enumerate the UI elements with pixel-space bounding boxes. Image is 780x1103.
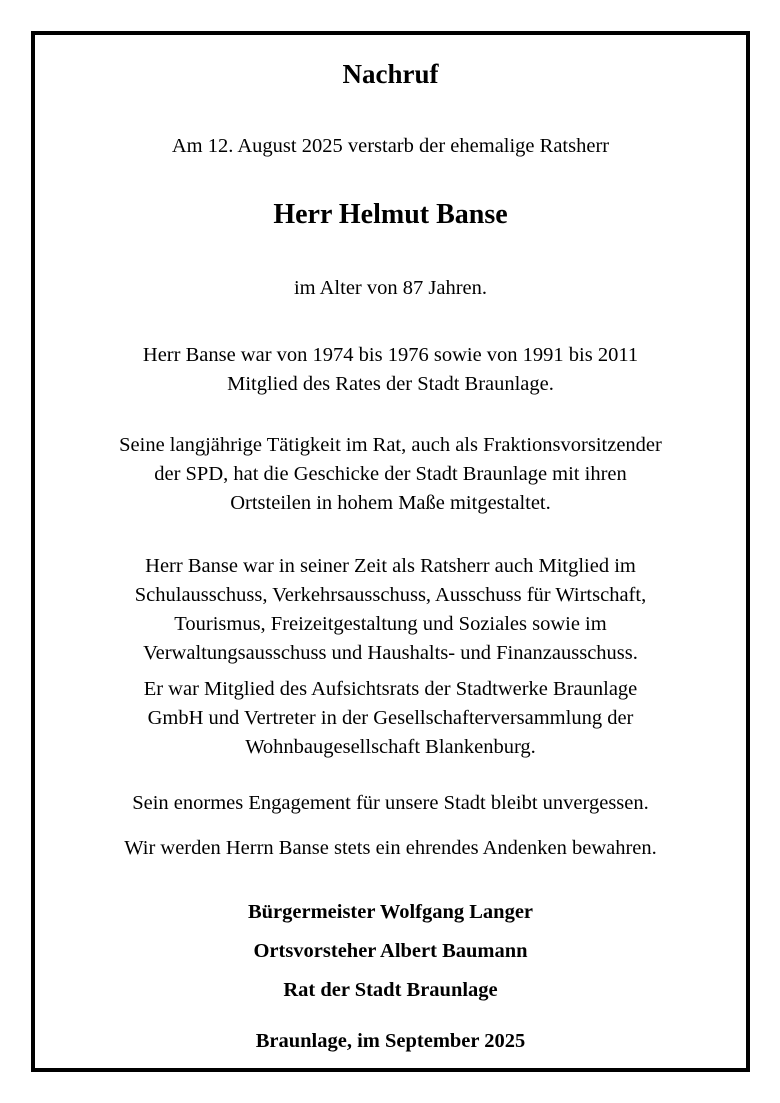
- paragraph-line: Herr Banse war von 1974 bis 1976 sowie von 1991 bis 2011: [142, 344, 639, 366]
- paragraph-remembrance: Wir werden Herrn Banse stets ein ehrendes Andenken bewahren.: [124, 837, 657, 859]
- intro-line: Am 12. August 2025 verstarb der ehemalige Ratsherr: [171, 135, 610, 157]
- obituary-title: Nachruf: [342, 59, 439, 89]
- paragraph-line: Verwaltungsausschuss und Haushalts- und Finanzausschuss.: [143, 642, 638, 664]
- paragraph-line: Tourismus, Freizeitgestaltung und Soziales sowie im: [174, 613, 607, 635]
- paragraph-line: der SPD, hat die Geschicke der Stadt Braunlage mit ihren: [154, 463, 627, 485]
- signatory-mayor: Bürgermeister Wolfgang Langer: [247, 901, 534, 923]
- paragraph-engagement: Sein enormes Engagement für unsere Stadt bleibt unvergessen.: [132, 792, 649, 814]
- paragraph-line: Ortsteilen in hohem Maße mitgestaltet.: [230, 492, 551, 514]
- paragraph-line: Seine langjährige Tätigkeit im Rat, auch als Fraktionsvorsitzender: [119, 434, 662, 456]
- obituary-frame: [31, 31, 750, 1072]
- place-date: Braunlage, im September 2025: [255, 1030, 526, 1052]
- paragraph-line: Herr Banse war in seiner Zeit als Ratsherr auch Mitglied im: [145, 555, 636, 577]
- signatory-district-head: Ortsvorsteher Albert Baumann: [253, 940, 528, 962]
- age-line: im Alter von 87 Jahren.: [293, 277, 487, 299]
- deceased-name: Herr Helmut Banse: [273, 199, 508, 230]
- paragraph-line: GmbH und Vertreter in der Gesellschafterversammlung der: [147, 707, 634, 729]
- paragraph-line: Wohnbaugesellschaft Blankenburg.: [245, 736, 536, 758]
- signatory-council: Rat der Stadt Braunlage: [283, 979, 498, 1001]
- paragraph-line: Er war Mitglied des Aufsichtsrats der Stadtwerke Braunlage: [143, 678, 638, 700]
- paragraph-line: Mitglied des Rates der Stadt Braunlage.: [227, 373, 554, 395]
- paragraph-line: Schulausschuss, Verkehrsausschuss, Ausschuss für Wirtschaft,: [134, 584, 647, 606]
